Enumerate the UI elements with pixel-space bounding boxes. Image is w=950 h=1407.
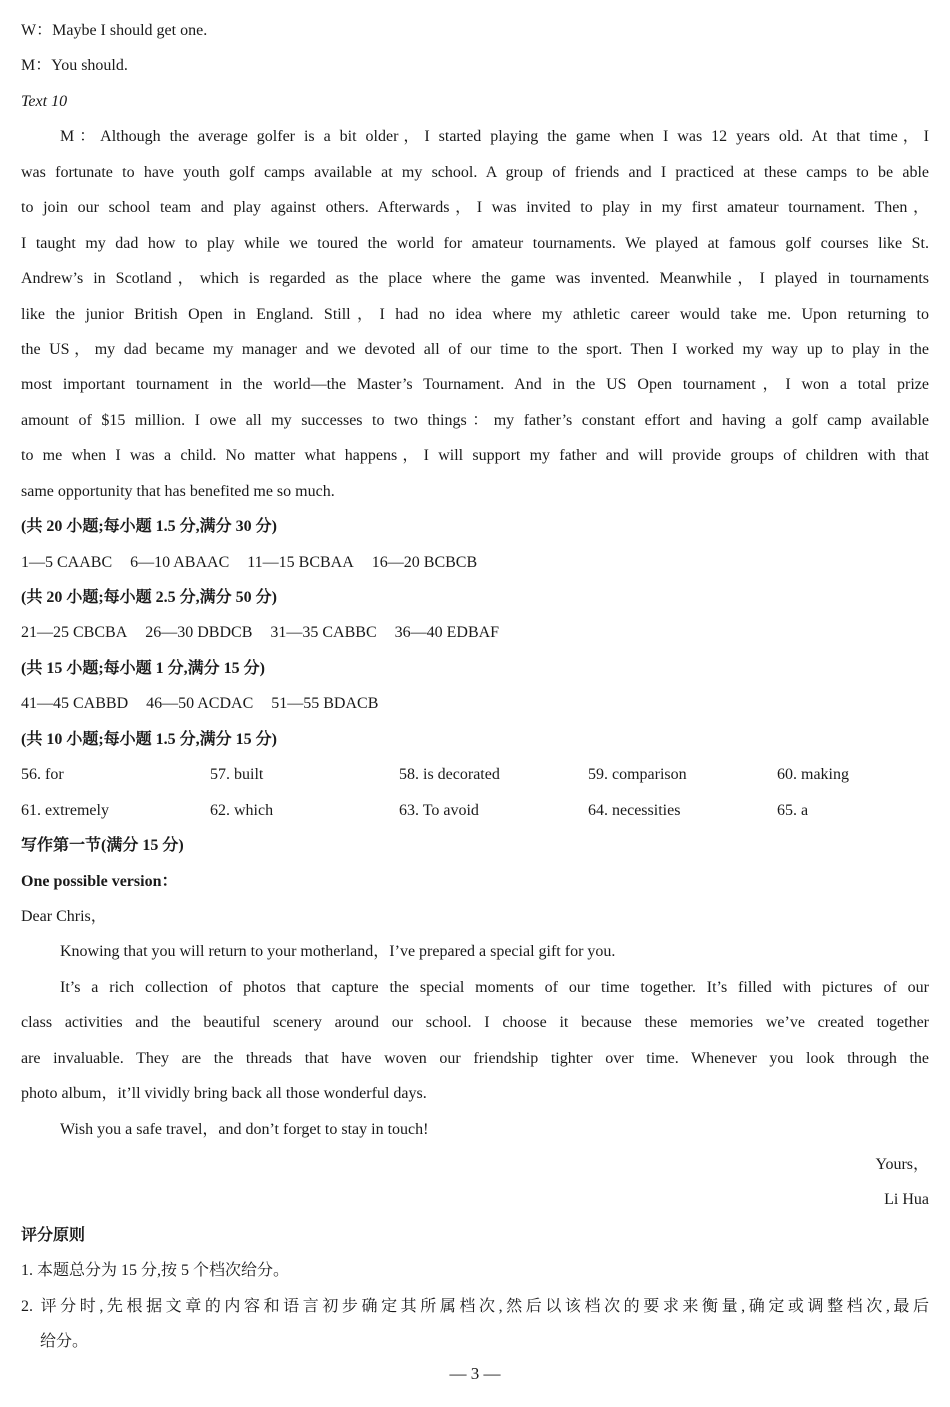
answer-row — [21, 615, 929, 650]
dialogue-text: You should. — [51, 57, 128, 75]
speaker: W： — [21, 22, 53, 39]
fill-in-answer: 61. extremely — [21, 801, 109, 819]
writing-header: 写作第一节(满分 15 分) — [21, 837, 184, 855]
fill-in-answers — [21, 757, 929, 828]
transcript-line: like the junior British Open in England. Still，I had no idea where my athletic career would take me. Upon returning to — [21, 305, 929, 323]
letter-signature: Li Hua — [884, 1191, 929, 1209]
dialogue-line — [21, 48, 929, 83]
letter-paragraph: Knowing that you will return to your motherland，I’ve prepared a special gift for you. — [60, 943, 616, 961]
transcript-line: Andrew’s in Scotland，which is regarded as the place where the game was invented. Meanwhile，I played in tournaments — [21, 270, 929, 288]
transcript-line: M：Although the average golfer is a bit older，I started playing the game when I was 12 years old. At that time，I — [60, 128, 929, 146]
transcript-line: I taught my dad how to play while we toured the world for amateur tournaments. We played at famous golf courses like St. — [21, 234, 929, 252]
fill-in-answer: 63. To avoid — [399, 801, 479, 819]
section-header: (共 10 小题;每小题 1.5 分,满分 15 分) — [21, 730, 277, 748]
answer-group: 26—30 DBDCB — [145, 624, 253, 642]
dialogue-line — [21, 13, 929, 48]
page-number: — 3 — — [449, 1364, 501, 1383]
fill-in-answer: 60. making — [777, 766, 849, 784]
answer-group: 11—15 BCBAA — [247, 553, 354, 571]
letter-closing: Yours， — [875, 1156, 929, 1173]
scoring-title: 评分原则 — [21, 1226, 86, 1244]
answer-group: 46—50 ACDAC — [146, 695, 254, 713]
fill-in-answer: 59. comparison — [588, 766, 687, 784]
scoring-item: 1. 本题总分为 15 分,按 5 个档次给分。 — [21, 1262, 290, 1280]
scoring-item: 2. 评分时,先根据文章的内容和语言初步确定其所属档次,然后以该档次的要求来衡量,确定或调整档次,最后 — [21, 1297, 929, 1315]
answer-row — [21, 686, 929, 721]
fill-in-answer: 57. built — [210, 766, 264, 784]
scoring-item-continued: 给分。 — [40, 1333, 89, 1351]
fill-in-answer: 62. which — [210, 801, 274, 819]
speaker: M： — [21, 57, 52, 75]
fill-in-answer: 64. necessities — [588, 801, 681, 819]
answer-group: 6—10 ABAAC — [130, 553, 230, 571]
transcript-line: to me when I was a child. No matter what happens，I will support my father and will provide groups of children with that — [21, 447, 929, 465]
transcript-line: the US，my dad became my manager and we devoted all of our time to the sport. Then I worked my way up to play in the — [21, 340, 929, 358]
answer-group: 36—40 EDBAF — [394, 624, 500, 642]
answer-group: 21—25 CBCBA — [21, 624, 128, 642]
letter-line: are invaluable. They are the threads that have woven our friendship tighter over time. Whenever you look through the — [21, 1049, 929, 1067]
transcript-line: was fortunate to have youth golf camps available at my school. A group of friends and I practiced at these camps to be able — [21, 163, 929, 181]
answer-group: 51—55 BDACB — [271, 695, 379, 713]
transcript-line: same opportunity that has benefited me so much. — [21, 482, 335, 500]
transcript-line: to join our school team and play against others. Afterwards，I was invited to play in my first amateur tournament. Then， — [21, 199, 929, 217]
letter-line: class activities and the beautiful scenery around our school. I choose it because these memories we’ve created together — [21, 1014, 929, 1032]
section-header: (共 20 小题;每小题 2.5 分,满分 50 分) — [21, 589, 277, 606]
document-page — [21, 13, 929, 1360]
letter-line: photo album，it’ll vividly bring back all those wonderful days. — [21, 1085, 427, 1103]
text-label: Text 10 — [21, 92, 68, 110]
answer-group: 41—45 CABBD — [21, 695, 129, 713]
section-header: (共 15 小题;每小题 1 分,满分 15 分) — [21, 659, 265, 677]
fill-in-answer: 58. is decorated — [399, 766, 500, 784]
letter-line: It’s a rich collection of photos that capture the special moments of our time together. It’s filled with pictures of our — [60, 978, 929, 996]
fill-in-answer: 56. for — [21, 766, 64, 784]
answer-row — [21, 545, 929, 580]
letter-salutation: Dear Chris， — [21, 907, 107, 925]
section-header: (共 20 小题;每小题 1.5 分,满分 30 分) — [21, 518, 277, 536]
transcript-line: amount of $15 million. I owe all my successes to two things：my father’s constant effort and having a golf camp available — [21, 411, 929, 429]
answer-group: 1—5 CAABC — [21, 553, 113, 571]
answer-group: 16—20 BCBCB — [371, 553, 478, 571]
fill-in-answer: 65. a — [777, 801, 809, 819]
answer-group: 31—35 CABBC — [270, 624, 377, 642]
transcript-line: most important tournament in the world—the Master’s Tournament. And in the US Open tournament，I won a total prize — [21, 376, 929, 394]
version-label: One possible version： — [21, 872, 178, 890]
letter-paragraph: Wish you a safe travel，and don’t forget to stay in touch! — [60, 1120, 429, 1138]
dialogue-text: Maybe I should get one. — [52, 22, 208, 39]
